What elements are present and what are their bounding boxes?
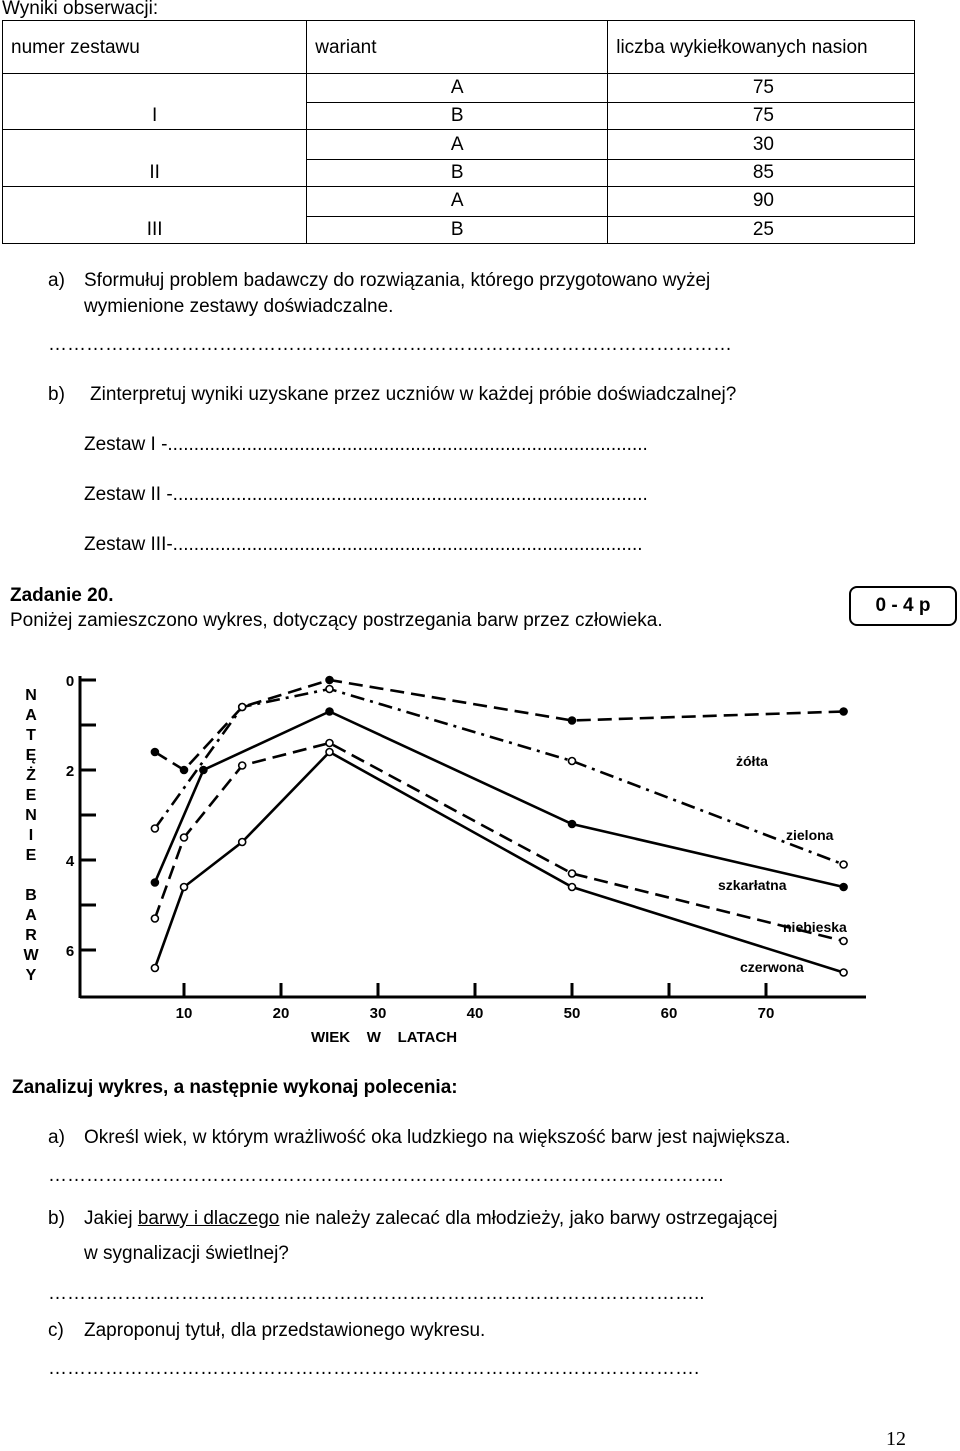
data-point [200, 767, 207, 774]
data-point [239, 762, 246, 769]
task-b-text: Zinterpretuj wyniki uzyskane przez uczniów w każdej próbie doświadczalnej? [90, 384, 737, 405]
series-line [155, 689, 844, 865]
variant-cell: B [307, 159, 608, 186]
qa-marker: a) [48, 1127, 65, 1148]
y-axis-letter: T [26, 727, 36, 744]
page-number: 12 [886, 1428, 906, 1450]
series-labels [718, 753, 847, 975]
variant-cell: A [307, 130, 608, 159]
series-szkarłatna [151, 708, 847, 891]
y-axis-letter: N [25, 687, 37, 704]
series-line [155, 743, 844, 941]
data-point [151, 825, 158, 832]
series-label: żółta [736, 753, 768, 769]
data-point [569, 884, 576, 891]
series-label: czerwona [740, 959, 804, 975]
qa-answer-line[interactable]: …………………………………………………………………………………………….. [48, 1165, 724, 1186]
variant-cell: B [307, 103, 608, 130]
column-header-count: liczba wykiełkowanych nasion [608, 21, 915, 74]
data-point [181, 834, 188, 841]
series-label: niebieska [783, 919, 847, 935]
y-axis-letter: E [25, 847, 37, 864]
data-point [840, 884, 847, 891]
y-axis-letter: Y [25, 967, 37, 984]
x-tick-label: 50 [563, 1005, 581, 1022]
observations-title: Wyniki obserwacji: [2, 0, 159, 19]
data-point [151, 879, 158, 886]
column-header-set: numer zestawu [3, 21, 307, 74]
qc-answer-line[interactable]: …………………………………………………………………………………………. [48, 1358, 700, 1379]
series-zielona [151, 686, 847, 869]
qb-underlined: barwy i dlaczego [137, 1208, 280, 1229]
qa-text: Określ wiek, w którym wrażliwość oka ludzkiego na większość barw jest największa. [84, 1127, 791, 1148]
table-row [3, 187, 915, 216]
series-label: zielona [786, 827, 834, 843]
data-point [326, 686, 333, 693]
y-axis-letter: I [28, 827, 34, 844]
x-tick-label: 10 [175, 1005, 193, 1022]
data-point [326, 740, 333, 747]
data-point [569, 717, 576, 724]
y-tick-label: 0 [65, 673, 75, 690]
data-point [326, 708, 333, 715]
count-cell: 75 [608, 103, 915, 130]
task20-title: Zadanie 20. [10, 585, 114, 606]
count-cell: 30 [608, 130, 915, 159]
qb-marker: b) [48, 1208, 65, 1229]
task-b-set1-line[interactable]: Zestaw I -........................................................................................... [84, 434, 648, 455]
variant-cell: A [307, 187, 608, 216]
series-label: szkarłatna [718, 877, 787, 893]
y-axis-letter: R [25, 927, 37, 944]
task-b-set2-line[interactable]: Zestaw II -.......................................................................................... [84, 484, 648, 505]
count-cell: 75 [608, 73, 915, 102]
data-point [151, 915, 158, 922]
x-ticks [176, 983, 775, 1022]
data-point [840, 861, 847, 868]
chart-series [151, 677, 847, 977]
set-label-ii: II [3, 130, 307, 187]
y-axis-letter: Ż [26, 767, 36, 784]
y-axis-letter: A [25, 707, 37, 724]
qc-marker: c) [48, 1320, 64, 1341]
x-tick-label: 20 [272, 1005, 290, 1022]
data-point [840, 938, 847, 945]
y-axis-letter: Ę [25, 747, 37, 764]
x-tick-label: 60 [660, 1005, 678, 1022]
task-a-line1: Sformułuj problem badawczy do rozwiązania, którego przygotowano wyżej [84, 270, 711, 291]
x-tick-label: 30 [369, 1005, 387, 1022]
qb-line2: w sygnalizacji świetlnej? [84, 1243, 289, 1264]
y-tick-label: 4 [65, 853, 75, 870]
qb-text [84, 1208, 778, 1230]
qc-text: Zaproponuj tytuł, dla przedstawionego wykresu. [84, 1320, 486, 1341]
column-header-variant: wariant [307, 21, 608, 74]
x-tick-label: 40 [466, 1005, 484, 1022]
set-label-i: I [3, 73, 307, 130]
data-point [181, 884, 188, 891]
points-badge: 0 - 4 p [849, 586, 957, 626]
qb-post: nie należy zalecać dla młodzieży, jako barwy ostrzegającej [279, 1208, 778, 1229]
data-point [840, 969, 847, 976]
count-cell: 25 [608, 216, 915, 243]
data-point [151, 965, 158, 972]
set-label-iii: III [3, 187, 307, 244]
y-tick-label: 2 [65, 763, 75, 780]
data-point [840, 708, 847, 715]
data-point [326, 677, 333, 684]
task-a-marker: a) [48, 270, 65, 291]
series-niebieska [151, 740, 847, 945]
table-row [3, 73, 915, 102]
task20-intro: Poniżej zamieszczono wykres, dotyczący postrzegania barw przez człowieka. [10, 610, 663, 631]
data-point [569, 758, 576, 765]
variant-cell: B [307, 216, 608, 243]
data-point [239, 839, 246, 846]
qb-pre: Jakiej [84, 1208, 138, 1229]
count-cell: 85 [608, 159, 915, 186]
data-point [181, 767, 188, 774]
data-point [151, 749, 158, 756]
data-point [569, 870, 576, 877]
qb-answer-line[interactable]: ………………………………………………………………………………………….. [48, 1283, 705, 1304]
y-tick-label: 6 [65, 943, 75, 960]
color-perception-chart [0, 660, 960, 1060]
results-table [2, 20, 915, 244]
x-tick-label: 70 [757, 1005, 775, 1022]
data-point [239, 704, 246, 711]
table-row [3, 130, 915, 159]
data-point [569, 821, 576, 828]
series-line [155, 712, 844, 888]
analysis-title: Zanalizuj wykres, a następnie wykonaj polecenia: [12, 1077, 458, 1098]
y-axis-letter: A [25, 907, 37, 924]
task-b-marker: b) [48, 384, 65, 405]
task-b-set3-line[interactable]: Zestaw III-......................................................................................... [84, 534, 643, 555]
y-axis-letter: W [23, 947, 39, 964]
series-czerwona [151, 749, 847, 977]
y-axis-letter: N [25, 807, 37, 824]
y-axis-letter: B [25, 887, 37, 904]
chart-axes [80, 676, 866, 998]
variant-cell: A [307, 73, 608, 102]
y-axis-label [23, 687, 39, 984]
table-header-row [3, 21, 915, 74]
task-a-line2: wymienione zestawy doświadczalne. [84, 296, 394, 317]
data-point [326, 749, 333, 756]
x-axis-label: WIEK W LATACH [310, 1029, 458, 1046]
y-axis-letter: E [25, 787, 37, 804]
count-cell: 90 [608, 187, 915, 216]
task-a-answer-line[interactable]: ……………………………………………………………………………………………… [48, 334, 732, 355]
